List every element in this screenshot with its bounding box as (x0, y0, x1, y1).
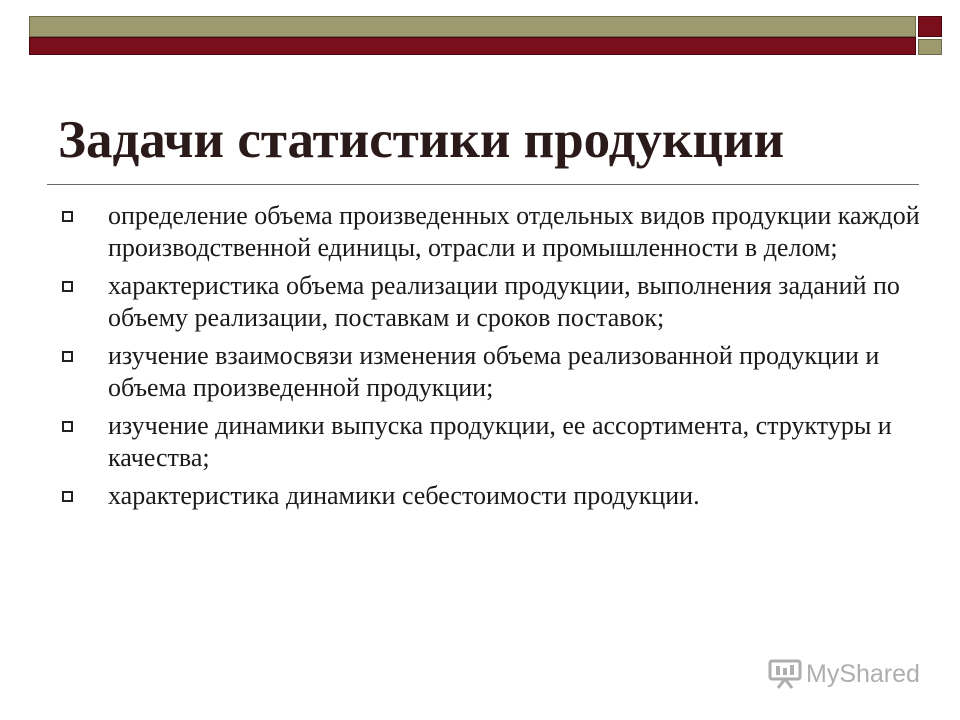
watermark (768, 656, 920, 692)
presentation-board-icon (768, 659, 802, 689)
header-bar-maroon (29, 37, 916, 55)
corner-block-olive (918, 39, 942, 55)
hollow-square-bullet-icon (62, 351, 73, 362)
bullet-item (62, 270, 922, 334)
slide-title: Задачи статистики продукции (58, 111, 785, 169)
watermark-text: MyShared (806, 659, 920, 688)
title-divider (47, 184, 919, 185)
hollow-square-bullet-icon (62, 281, 73, 292)
hollow-square-bullet-icon (62, 421, 73, 432)
corner-block-maroon (918, 16, 942, 37)
hollow-square-bullet-icon (62, 211, 73, 222)
bullet-list (62, 200, 922, 518)
bullet-text: характеристика объема реализации продукции, выполнения заданий по объему реализации, поставкам и сроков поставок; (108, 271, 900, 332)
hollow-square-bullet-icon (62, 491, 73, 502)
bullet-item (62, 200, 922, 264)
header-bar-olive (29, 16, 916, 37)
bullet-text: изучение взаимосвязи изменения объема реализованной продукции и объема произведенной продукции; (108, 341, 880, 402)
bullet-item (62, 410, 922, 474)
bullet-item (62, 480, 922, 512)
bullet-text: определение объема произведенных отдельных видов продукции каждой производственной единицы, отрасли и промышленности в делом; (108, 201, 920, 262)
bullet-text: характеристика динамики себестоимости продукции. (108, 481, 700, 510)
bullet-item (62, 340, 922, 404)
bullet-text: изучение динамики выпуска продукции, ее ассортимента, структуры и качества; (108, 411, 892, 472)
